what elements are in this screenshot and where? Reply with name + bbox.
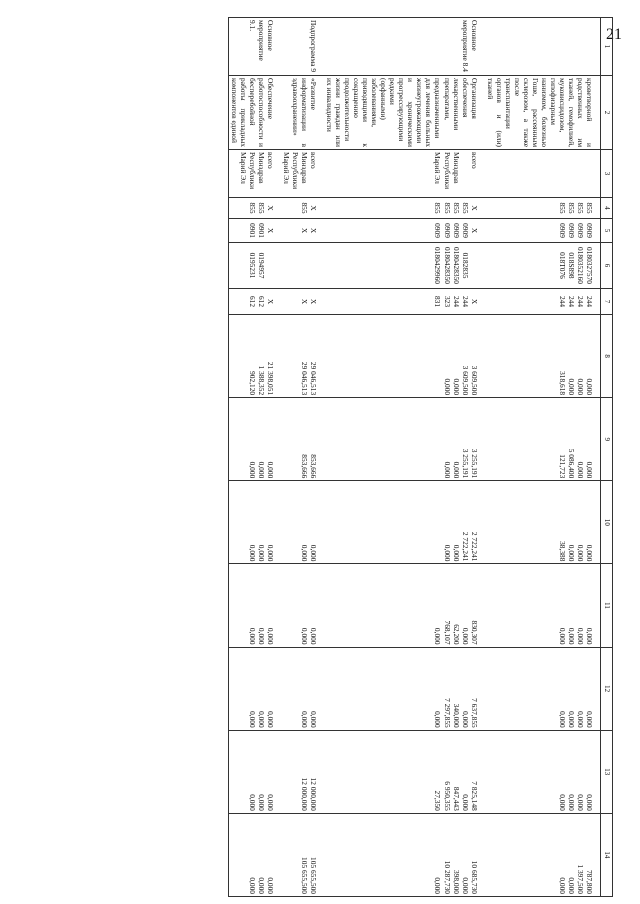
cell-value: 7 297,855 [442, 698, 452, 728]
cell-value: 0,000 [566, 627, 576, 645]
cell-v10 [324, 481, 485, 564]
header-row [601, 18, 613, 897]
cell-value: 0195231 [247, 252, 257, 279]
cell-value: 0,000 [585, 794, 594, 811]
cell-value: 2 722,241 [460, 531, 470, 562]
cell-value: 0909 [433, 223, 443, 238]
cell-value: 0180428350 [451, 247, 461, 284]
cell-value: 0,000 [575, 627, 585, 645]
cell-value: 62,200 [451, 624, 461, 645]
cell-value: 0,000 [557, 711, 567, 728]
col-header: 9 [601, 398, 613, 481]
cell-value: 21 398,051 [265, 361, 275, 396]
cell-v13 [281, 730, 324, 813]
cell-value: 612 [247, 295, 257, 308]
cell-value: 29 046,513 [300, 361, 310, 396]
table-row [228, 18, 281, 897]
cell-value: 0180429960 [433, 247, 443, 284]
cell-value: X [309, 227, 319, 234]
cell-rzpr [324, 219, 485, 243]
cell-value: 902,120 [247, 371, 257, 396]
cell-v8 [281, 315, 324, 398]
cell-v9 [485, 398, 601, 481]
cell-rzpr [485, 219, 601, 243]
cell-value: 0,000 [442, 544, 452, 562]
cell-value: 853,666 [300, 454, 310, 479]
cell-value: 318,618 [557, 371, 567, 396]
cell-value: 244 [575, 295, 585, 308]
cell-value: 0909 [575, 223, 585, 238]
table-row [485, 18, 601, 897]
cell-value: 855 [300, 202, 310, 214]
cell-v11 [485, 564, 601, 647]
cell-value: 855 [585, 202, 594, 214]
cell-value: 855 [256, 202, 266, 214]
cell-executor: всего Минздрав Республики Марий Эл [281, 150, 324, 198]
cell-v13 [324, 730, 485, 813]
table-row [324, 18, 485, 897]
cell-value: 0,000 [451, 544, 461, 562]
cell-csr [324, 243, 485, 289]
cell-value: 0,000 [256, 461, 266, 479]
page-number: 21 [606, 26, 622, 43]
cell-value: 0182835 [460, 252, 470, 279]
cell-vr [324, 289, 485, 315]
cell-executor: всего Минздрав Республики Марий Эл [324, 150, 485, 198]
cell-value: 0,000 [557, 877, 567, 894]
cell-value: 0,000 [247, 544, 257, 562]
cell-value: 0909 [566, 223, 576, 238]
cell-v14 [281, 813, 324, 896]
cell-value: 244 [451, 295, 461, 308]
cell-v13 [485, 730, 601, 813]
cell-value: 0,000 [256, 794, 266, 811]
cell-value: 12 000,000 [300, 777, 310, 811]
cell-value [300, 245, 309, 286]
cell-value: 1 397,500 [575, 864, 585, 894]
cell-description: кроветворной и родственных им тканей, гемофилией, муковисцидозом, гипофизарным нанизмом, болезнью Гоше, рассеянным склерозом, а также после трансплантации органов и (или) тканей [485, 76, 601, 150]
cell-value: 0,000 [585, 627, 594, 645]
cell-grbs [324, 198, 485, 219]
cell-rzpr [281, 219, 324, 243]
cell-value: 0,000 [585, 711, 594, 728]
cell-value [433, 400, 442, 478]
cell-grbs [485, 198, 601, 219]
cell-value: 855 [247, 202, 257, 214]
cell-value: 847,443 [451, 786, 461, 811]
cell-description: Обеспечение работоспособности и бесперебойной работы прикладных компонентов единой [228, 76, 281, 150]
cell-value: 29 046,513 [309, 361, 319, 396]
cell-grbs [281, 198, 324, 219]
cell-value: 0,000 [460, 794, 470, 811]
cell-value: 0,000 [247, 711, 257, 728]
cell-v12 [281, 647, 324, 730]
cell-value: 0,000 [247, 461, 257, 479]
cell-program: Подпрограмма 9 [281, 18, 324, 76]
cell-value: 105 655,500 [300, 857, 310, 894]
cell-value: 0180428350 [442, 247, 452, 284]
cell-v10 [485, 481, 601, 564]
cell-value: 0,000 [566, 794, 576, 811]
cell-value: 398,000 [451, 869, 461, 894]
cell-description: «Развитие информатизации в здравоохранении» [281, 76, 324, 150]
cell-value: 0,000 [460, 627, 470, 645]
cell-value: 0,000 [442, 378, 452, 396]
cell-value: 0901 [256, 223, 266, 238]
cell-value: 27,350 [433, 790, 443, 811]
cell-value: 244 [460, 295, 470, 308]
cell-v12 [485, 647, 601, 730]
cell-value: 10 685,730 [469, 860, 479, 894]
cell-value: 3 609,500 [469, 365, 479, 396]
cell-value: 0,000 [265, 877, 275, 894]
col-header: 13 [601, 730, 613, 813]
cell-value: 0,000 [575, 544, 585, 562]
cell-value: X [309, 298, 319, 305]
cell-value: 7 637,855 [469, 698, 479, 728]
cell-value: 018S898 [566, 252, 576, 279]
cell-value: 3 255,191 [460, 448, 470, 479]
cell-v9 [281, 398, 324, 481]
cell-value: 10 287,730 [442, 860, 452, 894]
cell-value: X [265, 298, 275, 305]
cell-v13 [228, 730, 281, 813]
col-header: 10 [601, 481, 613, 564]
cell-v9 [324, 398, 485, 481]
cell-value: 0901 [247, 223, 257, 238]
cell-value: X [469, 227, 479, 234]
table-row [281, 18, 324, 897]
cell-value: 0909 [442, 223, 452, 238]
cell-value: 0,000 [566, 544, 576, 562]
cell-vr [228, 289, 281, 315]
cell-v8 [324, 315, 485, 398]
cell-value: 855 [566, 202, 576, 214]
cell-value: 853,666 [309, 454, 319, 479]
col-header: 3 [601, 150, 613, 198]
cell-value: 0,000 [460, 711, 470, 728]
cell-value: 105 655,500 [309, 857, 319, 894]
cell-value: X [300, 298, 310, 305]
cell-value: 323 [442, 295, 452, 308]
cell-value: X [265, 227, 275, 234]
cell-value: 0,000 [575, 378, 585, 396]
cell-v9 [228, 398, 281, 481]
cell-value: 5 086,400 [566, 448, 576, 479]
cell-value: 2 722,241 [469, 531, 479, 562]
cell-value [433, 483, 442, 561]
cell-value: 0909 [460, 223, 470, 238]
cell-executor: всего Минздрав Республики Марий Эл [228, 150, 281, 198]
cell-v11 [228, 564, 281, 647]
cell-value: X [300, 227, 310, 234]
cell-program [485, 18, 601, 76]
cell-v12 [228, 647, 281, 730]
cell-value: 0,000 [557, 627, 567, 645]
cell-value: 830,307 [469, 620, 479, 645]
col-header: 12 [601, 647, 613, 730]
cell-grbs [228, 198, 281, 219]
cell-value: 0,000 [300, 544, 310, 562]
cell-program: Основное мероприятие 8.4 [324, 18, 485, 76]
budget-table [228, 17, 613, 897]
cell-value: 0,000 [300, 711, 310, 728]
cell-v10 [281, 481, 324, 564]
cell-value: 6 950,355 [442, 781, 452, 811]
cell-value: 0,000 [575, 461, 585, 479]
cell-csr [281, 243, 324, 289]
cell-v11 [324, 564, 485, 647]
cell-value: 0,000 [265, 627, 275, 645]
cell-value: 0,000 [265, 544, 275, 562]
cell-value: 0,000 [566, 378, 576, 396]
cell-vr [485, 289, 601, 315]
cell-value: 0,000 [557, 794, 567, 811]
cell-value: 0,000 [566, 877, 576, 894]
cell-value: 0,000 [256, 877, 266, 894]
cell-value: 0,000 [300, 627, 310, 645]
cell-value: 7 825,148 [469, 781, 479, 811]
cell-value: 0,000 [433, 627, 443, 645]
cell-value: 855 [442, 202, 452, 214]
cell-value: 018Т076 [557, 252, 567, 279]
cell-v14 [228, 813, 281, 896]
cell-value: 3 255,191 [469, 448, 479, 479]
cell-value: 0,000 [247, 627, 257, 645]
cell-v14 [324, 813, 485, 896]
cell-v8 [228, 315, 281, 398]
cell-value: 855 [557, 202, 567, 214]
cell-value: 0,000 [309, 711, 319, 728]
cell-value: 855 [575, 202, 585, 214]
cell-value: 855 [433, 202, 443, 214]
cell-value: 0,000 [451, 461, 461, 479]
cell-value: 0,000 [309, 544, 319, 562]
cell-program: Основное мероприятие 9.1. [228, 18, 281, 76]
col-header: 5 [601, 219, 613, 243]
col-header: 11 [601, 564, 613, 647]
cell-value: 0,000 [256, 627, 266, 645]
cell-value: X [469, 205, 479, 211]
cell-value: 0,000 [247, 877, 257, 894]
cell-v10 [228, 481, 281, 564]
col-header: 7 [601, 289, 613, 315]
cell-vr [281, 289, 324, 315]
cell-value: 12 000,000 [309, 777, 319, 811]
cell-value: 0180352160 [575, 247, 585, 284]
cell-value [266, 245, 275, 286]
cell-value: 0,000 [585, 461, 594, 479]
cell-v14 [485, 813, 601, 896]
cell-value: 0,000 [460, 877, 470, 894]
cell-value: 0,000 [256, 544, 266, 562]
cell-value: 0,000 [309, 627, 319, 645]
cell-value: 244 [585, 295, 594, 308]
cell-value: 0,000 [265, 461, 275, 479]
col-header: 6 [601, 243, 613, 289]
cell-csr [485, 243, 601, 289]
cell-value: 612 [256, 295, 266, 308]
col-header: 4 [601, 198, 613, 219]
cell-value: X [469, 298, 479, 305]
cell-value: 0,000 [265, 794, 275, 811]
cell-value: X [265, 205, 275, 211]
cell-value [470, 245, 479, 286]
cell-value: 121,723 [557, 454, 567, 479]
cell-value: 0,000 [566, 711, 576, 728]
cell-value: 0,000 [575, 711, 585, 728]
col-header: 8 [601, 315, 613, 398]
cell-description: Организация обеспечения лекарственными препаратами, предназначенными для лечения больных жизнеугрожающими и хроническими прогрессирующими редкими (орфанными) заболеваниями, приводящими к сокращению продолжительности жизни граждан или их инвалидности [324, 76, 485, 150]
cell-value: 244 [557, 295, 567, 308]
cell-csr [228, 243, 281, 289]
cell-value: 0,000 [256, 711, 266, 728]
cell-value: 0909 [585, 223, 594, 238]
cell-rzpr [228, 219, 281, 243]
cell-value: 787,800 [585, 869, 594, 894]
col-header: 2 [601, 76, 613, 150]
cell-value: 0,000 [451, 378, 461, 396]
col-header: 1 [601, 18, 613, 76]
cell-value: 831 [433, 295, 443, 308]
cell-value: 340,000 [451, 703, 461, 728]
cell-value: 0,000 [247, 794, 257, 811]
cell-value: 855 [460, 202, 470, 214]
cell-value: 0180327570 [585, 247, 594, 284]
cell-executor [485, 150, 601, 198]
cell-value: 0,000 [433, 711, 443, 728]
cell-value: 0,000 [442, 461, 452, 479]
cell-v8 [485, 315, 601, 398]
cell-value: 0909 [451, 223, 461, 238]
cell-value: 0,000 [433, 877, 443, 894]
cell-value: 768,107 [442, 620, 452, 645]
cell-value: 0909 [557, 223, 567, 238]
cell-value: 38,388 [557, 541, 567, 562]
cell-value: 0,000 [585, 378, 594, 396]
cell-value: 3 609,500 [460, 365, 470, 396]
cell-value: 0194957 [256, 252, 266, 279]
cell-v12 [324, 647, 485, 730]
cell-value [433, 317, 442, 395]
cell-value: 0,000 [265, 711, 275, 728]
col-header: 14 [601, 813, 613, 896]
cell-value: X [309, 205, 319, 211]
cell-value [309, 245, 318, 286]
cell-value: 244 [566, 295, 576, 308]
cell-value: 855 [451, 202, 461, 214]
cell-v11 [281, 564, 324, 647]
cell-value: 1 388,352 [256, 365, 266, 396]
cell-value: 0,000 [585, 544, 594, 562]
cell-value: 0,000 [575, 794, 585, 811]
rotated-table-wrapper [103, 17, 613, 897]
